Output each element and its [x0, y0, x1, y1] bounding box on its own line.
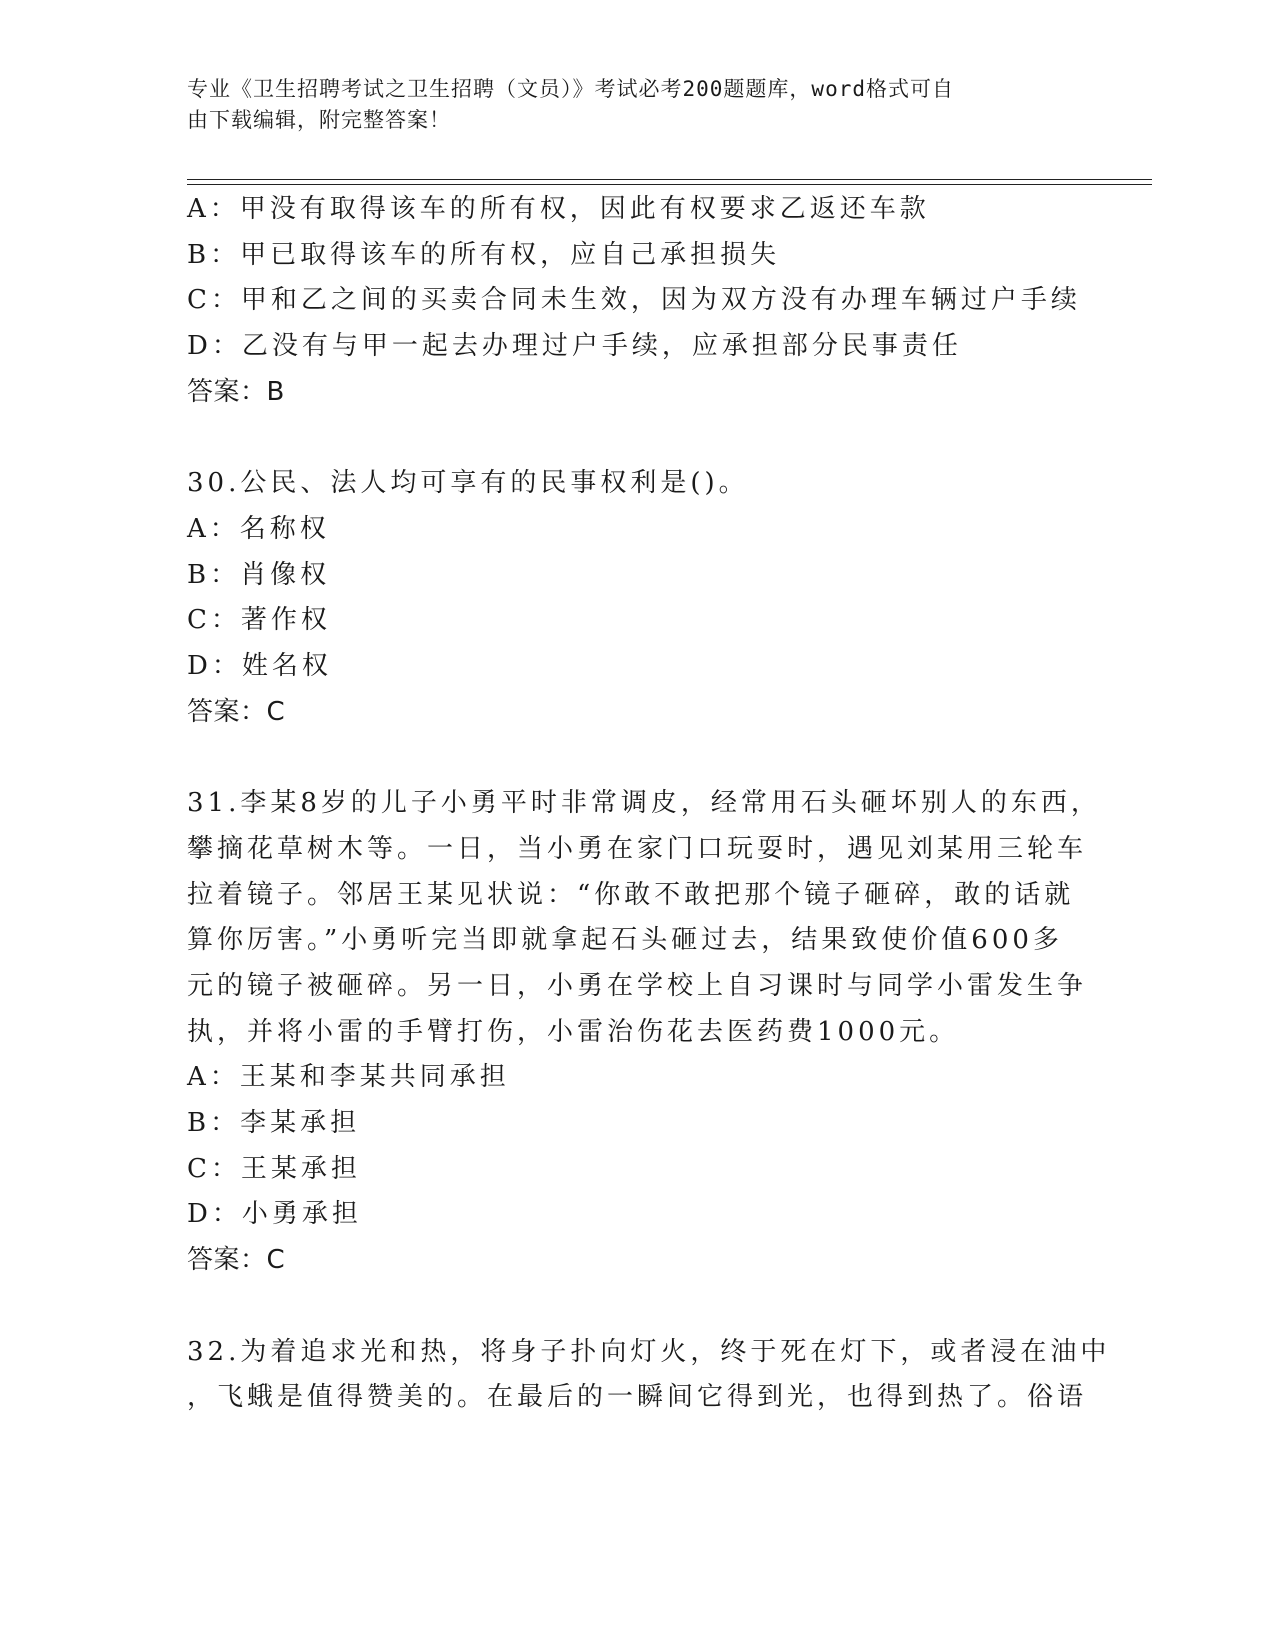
option-a: A：王某和李某共同承担: [187, 1062, 510, 1093]
option-a: A：名称权: [187, 513, 330, 544]
option-b: B：甲已取得该车的所有权，应自己承担损失: [187, 239, 781, 270]
header-title-line-2: 由下载编辑，附完整答案！: [187, 108, 451, 132]
spacer: [187, 416, 1087, 462]
question-32: [187, 1330, 1111, 1421]
option-d: D：乙没有与甲一起去办理过户手续，应承担部分民事责任: [187, 331, 962, 362]
header-divider-bottom: [187, 184, 1152, 185]
question-text-line: 算你厉害。”小勇听完当即就拿起石头砸过去，结果致使价值600多: [187, 925, 1063, 956]
header-divider-top: [187, 179, 1152, 180]
question-list: [187, 187, 1111, 1421]
spacer: [187, 1284, 1087, 1330]
option-c: C：甲和乙之间的买卖合同未生效，因为双方没有办理车辆过户手续: [187, 285, 1081, 316]
option-d: D：小勇承担: [187, 1199, 362, 1230]
question-text-line: 31.李某8岁的儿子小勇平时非常调皮，经常用石头砸坏别人的东西，: [187, 788, 1101, 819]
answer: 答案：B: [187, 376, 285, 407]
question-text-line: ，飞蛾是值得赞美的。在最后的一瞬间它得到光，也得到热了。俗语: [187, 1382, 1088, 1413]
header-title-line-1: 专业《卫生招聘考试之卫生招聘（文员）》考试必考200题题库，word格式可自: [187, 77, 954, 101]
option-b: B：李某承担: [187, 1108, 361, 1139]
option-c: C：王某承担: [187, 1153, 361, 1184]
question-text-line: 32.为着追求光和热，将身子扑向灯火，终于死在灯下，或者浸在油中: [187, 1336, 1111, 1367]
question-text: 30.公民、法人均可享有的民事权利是()。: [187, 468, 749, 499]
question-text-line: 元的镜子被砸碎。另一日，小勇在学校上自习课时与同学小雷发生争: [187, 970, 1088, 1001]
option-b: B：肖像权: [187, 559, 331, 590]
question-31: [187, 781, 1101, 1284]
option-c: C：著作权: [187, 605, 331, 636]
answer: 答案：C: [187, 1245, 286, 1276]
question-text-line: 执，并将小雷的手臂打伤，小雷治伤花去医药费1000元。: [187, 1016, 960, 1047]
answer: 答案：C: [187, 696, 286, 727]
option-a: A：甲没有取得该车的所有权，因此有权要求乙返还车款: [187, 194, 930, 224]
question-text-line: 攀摘花草树木等。一日，当小勇在家门口玩耍时，遇见刘某用三轮车: [187, 833, 1088, 864]
question-30: [187, 461, 1087, 735]
option-d: D：姓名权: [187, 651, 332, 682]
question-29: [187, 187, 1087, 416]
spacer: [187, 735, 1087, 781]
document-header: [187, 74, 1067, 136]
question-text-line: 拉着镜子。邻居王某见状说：“你敢不敢把那个镜子砸碎，敢的话就: [187, 879, 1075, 910]
